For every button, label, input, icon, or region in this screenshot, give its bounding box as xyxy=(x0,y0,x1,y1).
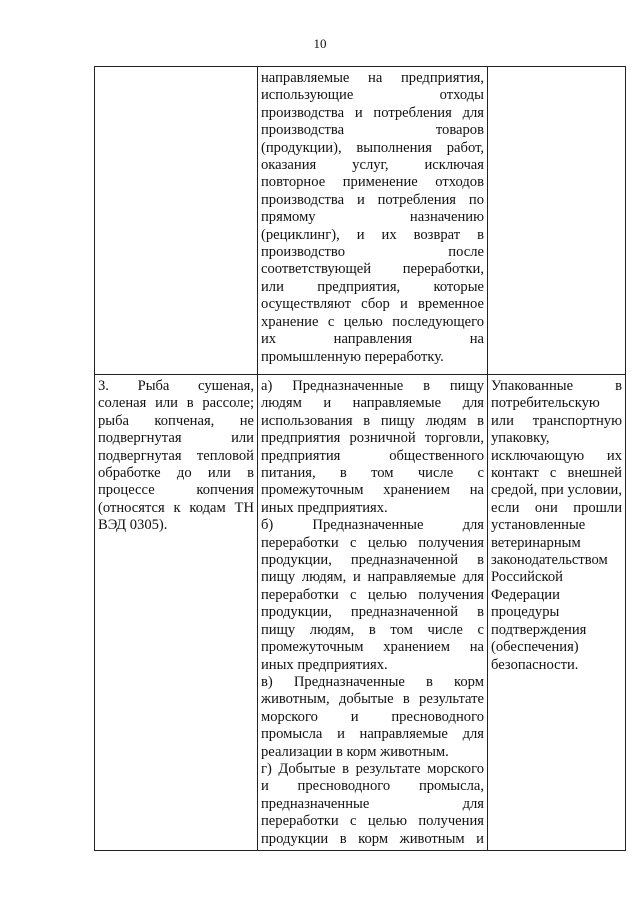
text-line: прямому назначению xyxy=(261,209,484,226)
text-line: производства и потребления для xyxy=(261,104,484,121)
text-line: законодательством xyxy=(491,552,608,569)
row1-col1-cell xyxy=(95,67,258,375)
text-line: повторное применение отходов xyxy=(261,174,484,191)
text-line: хранение с целью последующего xyxy=(261,313,484,330)
row2-col2-cell xyxy=(258,375,488,851)
text-line: пищу людям, в том числе с xyxy=(261,621,484,638)
text-line: промежуточным хранением на xyxy=(261,482,484,499)
text-line: питания, в том числе с xyxy=(261,465,484,482)
text-line: промысла и направляемые для xyxy=(261,726,484,743)
text-line: (продукции), выполнения работ, xyxy=(261,139,484,156)
text-line: предприятия розничной торговли, xyxy=(261,430,484,447)
text-line: переработки с целью получения xyxy=(261,813,484,830)
page-number: 10 xyxy=(313,36,327,51)
text-line: ветеринарным xyxy=(491,534,581,551)
text-line: производства и потребления по xyxy=(261,191,484,208)
text-line: г) Добытые в результате морского xyxy=(261,760,484,777)
text-line: потребительскую xyxy=(491,395,600,412)
text-line: в) Предназначенные в корм xyxy=(261,673,484,690)
text-line: Федерации xyxy=(491,586,560,603)
text-line: установленные xyxy=(491,517,586,534)
text-line: промежуточным хранением на xyxy=(261,639,484,656)
text-line: и пресноводного промысла, xyxy=(261,778,484,795)
text-line: иных предприятиях. xyxy=(261,656,388,673)
text-line: переработки с целью получения xyxy=(261,586,484,603)
text-line: безопасности. xyxy=(491,656,579,673)
text-line: ВЭД 0305). xyxy=(98,517,168,534)
text-line: продукции, предназначенной в xyxy=(261,604,484,621)
text-line: (рециклинг), и их возврат в xyxy=(261,226,484,243)
text-line: Российской xyxy=(491,569,563,586)
text-line: продукции в корм животным и xyxy=(261,830,484,847)
text-line: переработки с целью получения xyxy=(261,534,484,551)
text-line: продукции, предназначенной в xyxy=(261,552,484,569)
text-line: предприятия общественного xyxy=(261,447,484,464)
text-line: предназначенные для xyxy=(261,795,484,812)
text-line: рыба копченая, не xyxy=(98,412,254,429)
text-line: процедуры xyxy=(491,604,560,621)
text-line: направляемые на предприятия, xyxy=(261,70,484,86)
row1-col2-cell xyxy=(258,67,488,375)
text-line: использования в пищу людям в xyxy=(261,412,484,429)
text-line: (относятся к кодам ТН xyxy=(98,499,254,516)
table-row xyxy=(95,67,626,375)
text-line: подтверждения xyxy=(491,621,587,638)
table-row xyxy=(95,375,626,851)
text-line: б) Предназначенные для xyxy=(261,517,484,534)
text-line: подвергнутая или xyxy=(98,430,254,447)
text-line: оказания услуг, исключая xyxy=(261,157,484,174)
text-line: людям и направляемые для xyxy=(261,395,484,412)
text-line: средой, при условии, xyxy=(491,482,622,499)
text-line: а) Предназначенные в пищу xyxy=(261,378,484,394)
text-line: Упакованные в xyxy=(491,378,622,394)
text-line: осуществляют сбор и временное xyxy=(261,296,484,313)
text-line: пищу людям, и направляемые для xyxy=(261,569,484,586)
text-line: иных предприятиях. xyxy=(261,499,388,516)
text-line: или транспортную xyxy=(491,412,622,429)
row1-col3-cell xyxy=(488,67,626,375)
text-line: производство после xyxy=(261,244,484,261)
text-line: если они прошли xyxy=(491,499,622,516)
text-line: промышленную переработку. xyxy=(261,348,444,365)
text-line: 3. Рыба сушеная, xyxy=(98,378,254,394)
row2-col3-cell xyxy=(488,375,626,851)
text-line: подвергнутая тепловой xyxy=(98,447,254,464)
text-line: использующие отходы xyxy=(261,87,484,104)
text-line: их направления на xyxy=(261,331,484,348)
text-line: (обеспечения) xyxy=(491,639,579,656)
text-line: морского и пресноводного xyxy=(261,708,484,725)
text-line: соленая или в рассоле; xyxy=(98,395,254,412)
text-line: процессе копчения xyxy=(98,482,254,499)
row2-col1-cell xyxy=(95,375,258,851)
document-table xyxy=(94,66,626,851)
text-line: исключающую их xyxy=(491,447,622,464)
text-line: обработке до или в xyxy=(98,465,254,482)
text-line: реализации в корм животным. xyxy=(261,743,449,760)
text-line: соответствующей переработки, xyxy=(261,261,484,278)
text-line: животным, добытые в результате xyxy=(261,691,484,708)
text-line: производства товаров xyxy=(261,122,484,139)
text-line: контакт с внешней xyxy=(491,465,622,482)
text-line: или предприятия, которые xyxy=(261,278,484,295)
text-line: упаковку, xyxy=(491,430,550,447)
